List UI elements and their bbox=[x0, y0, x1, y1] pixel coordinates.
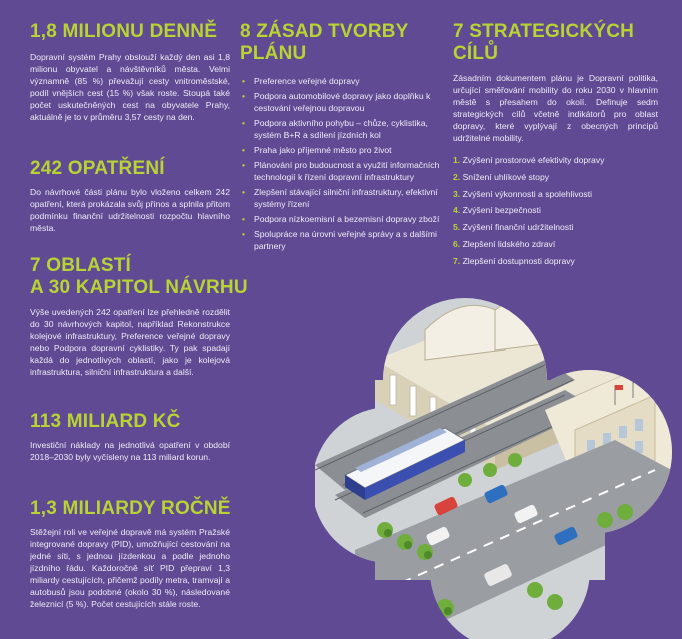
heading-goals-line2: CÍLŮ bbox=[453, 43, 499, 64]
principle-text: Podpora automobilové dopravy jako doplňku k cestování veřejnou dopravou bbox=[254, 91, 431, 113]
principle-item bbox=[240, 75, 443, 87]
heading-1-3-billion: 1,3 MILIARDY ROČNĚ bbox=[30, 498, 231, 519]
heading-113-billion: 113 MILIARD KČ bbox=[30, 411, 181, 432]
heading-7-areas-line1: 7 OBLASTÍ bbox=[30, 255, 132, 276]
goal-text: Zlepšení lidského zdraví bbox=[462, 238, 556, 249]
text-goals-intro: Zásadním dokumentem plánu je Dopravní politika, určující směřování mobility do roku 2030 v hlavním městě s přesahem do okolí. Definuje sedm strategických cílů včetně indikátorů pro oblast dopravy, které vyplývají z obecných principů udržitelné mobility. bbox=[453, 73, 658, 143]
goal-number: 4. bbox=[453, 205, 461, 216]
goal-item bbox=[453, 154, 658, 166]
goal-item bbox=[453, 188, 658, 200]
principle-text: Preference veřejné dopravy bbox=[254, 76, 360, 86]
goal-text: Zvýšení výkonnosti a spolehlivosti bbox=[462, 188, 593, 199]
heading-goals-line1: 7 STRATEGICKÝCH bbox=[453, 21, 635, 42]
heading-7-areas bbox=[30, 255, 260, 299]
principle-item bbox=[240, 213, 443, 225]
goal-number: 6. bbox=[453, 238, 461, 249]
heading-principles-line2: PLÁNU bbox=[240, 43, 307, 64]
principle-text: Plánování pro budoucnost a využití informačních technologií k řízení dopravní infrastruktury bbox=[254, 160, 440, 182]
principle-item bbox=[240, 186, 443, 210]
goal-number: 7. bbox=[453, 255, 461, 266]
bullet-icon: • bbox=[242, 118, 246, 128]
bullet-icon: • bbox=[242, 229, 246, 239]
bullet-icon: • bbox=[242, 76, 246, 86]
goal-number: 1. bbox=[453, 155, 461, 165]
goal-number: 3. bbox=[453, 188, 461, 199]
heading-242-measures: 242 OPATŘENÍ bbox=[30, 158, 165, 179]
principle-item bbox=[240, 90, 443, 114]
text-1-8-million: Dopravní systém Prahy obslouží každý den asi 1,8 milionu obyvatel a návštěvníků města. Velmi významně (85 %) převažují cesty vnitroměstské, podíl vnějších cest (15 %) však roste. Stoupá také počet uskutečněných cest na obyvatele Prahy, aktuálně je to v průměru 3,57 cesty na den. bbox=[30, 52, 230, 122]
heading-principles-line1: 8 ZÁSAD TVORBY bbox=[240, 21, 409, 42]
text-1-3-billion: Stěžejní roli ve veřejné dopravě má systém Pražské integrované dopravy (PID), umožňující cestování na jedné síti, s jednou jízdenkou a podle jednoho jízdního řádu. Každoročně síť PID přepraví 1,3 miliardy cestujících, přičemž podíly metra, tramvají a autobusů jsou podobné (okolo 30 %), následované železnicí (5 %). Počet cestujících stále roste. bbox=[30, 527, 230, 609]
goal-item bbox=[453, 171, 658, 183]
goal-number: 5. bbox=[453, 222, 461, 233]
heading-7-areas-line2: A 30 KAPITOL NÁVRHU bbox=[30, 277, 248, 298]
column-principles bbox=[240, 21, 443, 255]
goal-item bbox=[453, 238, 658, 250]
principle-text: Podpora nízkoemisní a bezemisní dopravy zboží bbox=[254, 214, 440, 224]
goal-text: Zlepšení dostupnosti dopravy bbox=[462, 255, 575, 266]
principle-text: Praha jako příjemné město pro život bbox=[254, 145, 392, 155]
bullet-icon: • bbox=[242, 145, 246, 155]
principle-text: Podpora aktivního pohybu – chůze, cyklistika, systém B+R a sdílení jízdních kol bbox=[254, 118, 428, 140]
goal-text: Zvýšení bezpečnosti bbox=[462, 205, 541, 216]
goal-item bbox=[453, 204, 658, 216]
city-transport-illustration bbox=[315, 290, 681, 639]
goal-text: Zvýšení prostorové efektivity dopravy bbox=[462, 155, 605, 165]
goal-text: Zvýšení finanční udržitelnosti bbox=[462, 222, 574, 233]
text-113-billion: Investiční náklady na jednotlivá opatření v období 2018–2030 byly vyčísleny na 113 miliard korun. bbox=[30, 440, 230, 462]
text-7-areas: Výše uvedených 242 opatření lze přehledně rozdělit do 30 návrhových kapitol, například Rekonstrukce kolejové infrastruktury, Preference veřejné dopravy nebo Podpora dopravní cyklistiky. Ty pak spadají každá do jednotlivých oblastí, jako je kolejová infrastruktura, silniční infrastruktura a další. bbox=[30, 307, 230, 377]
bullet-icon: • bbox=[242, 187, 246, 197]
goal-text: Snížení uhlíkové stopy bbox=[462, 171, 550, 182]
principle-item bbox=[240, 159, 443, 183]
bullet-icon: • bbox=[242, 91, 246, 101]
goals-list bbox=[453, 154, 658, 267]
goal-number: 2. bbox=[453, 171, 461, 182]
bullet-icon: • bbox=[242, 160, 246, 170]
heading-1-8-million: 1,8 MILIONU DENNĚ bbox=[30, 21, 218, 42]
principle-text: Spolupráce na úrovni veřejné správy a s dalšími partnery bbox=[254, 229, 437, 251]
goal-item bbox=[453, 221, 658, 233]
bullet-icon: • bbox=[242, 214, 246, 224]
text-242-measures: Do návrhové části plánu bylo vloženo celkem 242 opatření, která prokázala svůj přínos a splnila přitom podmínku finanční udržitelnosti rozpočtu hlavního města. bbox=[30, 187, 230, 233]
column-strategic-goals bbox=[453, 21, 658, 272]
principle-item bbox=[240, 117, 443, 141]
principles-list bbox=[240, 75, 443, 252]
principle-item bbox=[240, 144, 443, 156]
goal-item bbox=[453, 255, 658, 267]
principle-item bbox=[240, 228, 443, 252]
principle-text: Zlepšení stávající silniční infrastruktury, efektivní systémy řízení bbox=[254, 187, 438, 209]
